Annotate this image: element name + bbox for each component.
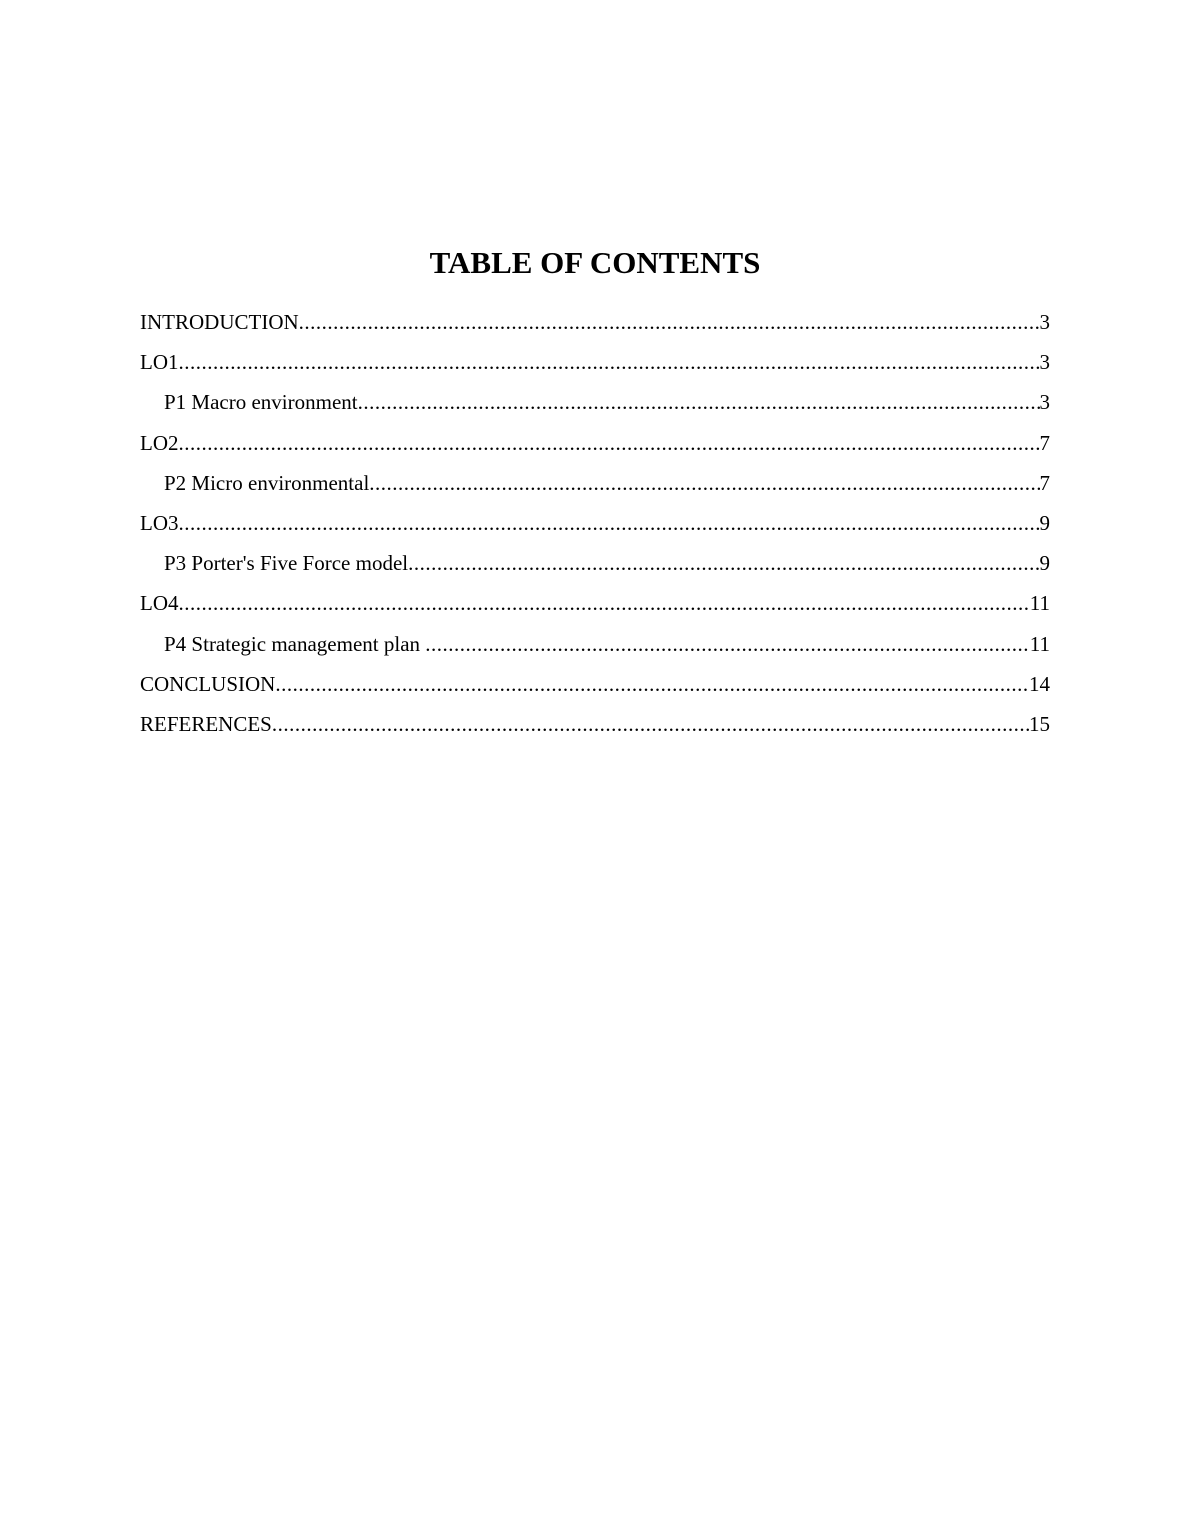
toc-entry-introduction[interactable]	[140, 306, 1050, 346]
toc-entry-label: LO2	[140, 430, 179, 455]
toc-entry-page-number: 9	[1039, 551, 1050, 576]
toc-entry-p1-macro-environment[interactable]	[140, 386, 1050, 426]
toc-list	[140, 306, 1050, 748]
dot-leader	[179, 587, 1030, 620]
toc-entry-lo3[interactable]	[140, 507, 1050, 547]
toc-entry-label: REFERENCES	[140, 711, 272, 736]
toc-entry-label: P1 Macro environment	[164, 390, 358, 415]
dot-leader	[179, 427, 1040, 460]
toc-entry-page-number: 9	[1039, 510, 1050, 535]
toc-entry-lo4[interactable]	[140, 587, 1050, 627]
toc-entry-label: CONCLUSION	[140, 671, 276, 696]
toc-entry-lo2[interactable]	[140, 427, 1050, 467]
toc-entry-lo1[interactable]	[140, 346, 1050, 386]
toc-entry-label: INTRODUCTION	[140, 310, 299, 334]
dot-leader	[358, 386, 1040, 419]
toc-entry-page-number: 11	[1029, 591, 1050, 616]
toc-entry-page-number: 15	[1029, 711, 1050, 736]
dot-leader	[369, 467, 1039, 500]
toc-entry-label: LO3	[140, 510, 179, 535]
toc-entry-page-number: 11	[1029, 631, 1050, 656]
toc-entry-label: LO1	[140, 350, 179, 375]
dot-leader	[299, 306, 1040, 339]
dot-leader	[425, 628, 1030, 661]
toc-entry-p4-strategic-management-plan[interactable]	[140, 628, 1050, 668]
toc-entry-label: P3 Porter's Five Force model	[164, 551, 409, 576]
toc-entry-page-number: 3	[1039, 350, 1050, 375]
dot-leader	[272, 708, 1029, 741]
dot-leader	[275, 668, 1029, 701]
dot-leader	[179, 507, 1040, 540]
toc-entry-conclusion[interactable]	[140, 668, 1050, 708]
toc-entry-label: LO4	[140, 591, 179, 616]
toc-entry-page-number: 3	[1039, 310, 1050, 334]
toc-entry-page-number: 14	[1029, 671, 1050, 696]
toc-entry-p2-micro-environmental[interactable]	[140, 467, 1050, 507]
toc-entry-label: P4 Strategic management plan	[164, 631, 426, 656]
toc-entry-page-number: 7	[1039, 470, 1050, 495]
toc-entry-page-number: 7	[1039, 430, 1050, 455]
toc-entry-page-number: 3	[1039, 390, 1050, 415]
toc-entry-p3-porters-five-force-model[interactable]	[140, 547, 1050, 587]
dot-leader	[179, 346, 1040, 379]
toc-entry-label: P2 Micro environmental	[164, 470, 370, 495]
toc-entry-references[interactable]	[140, 708, 1050, 748]
toc-title: TABLE OF CONTENTS	[429, 245, 761, 280]
dot-leader	[408, 547, 1039, 580]
